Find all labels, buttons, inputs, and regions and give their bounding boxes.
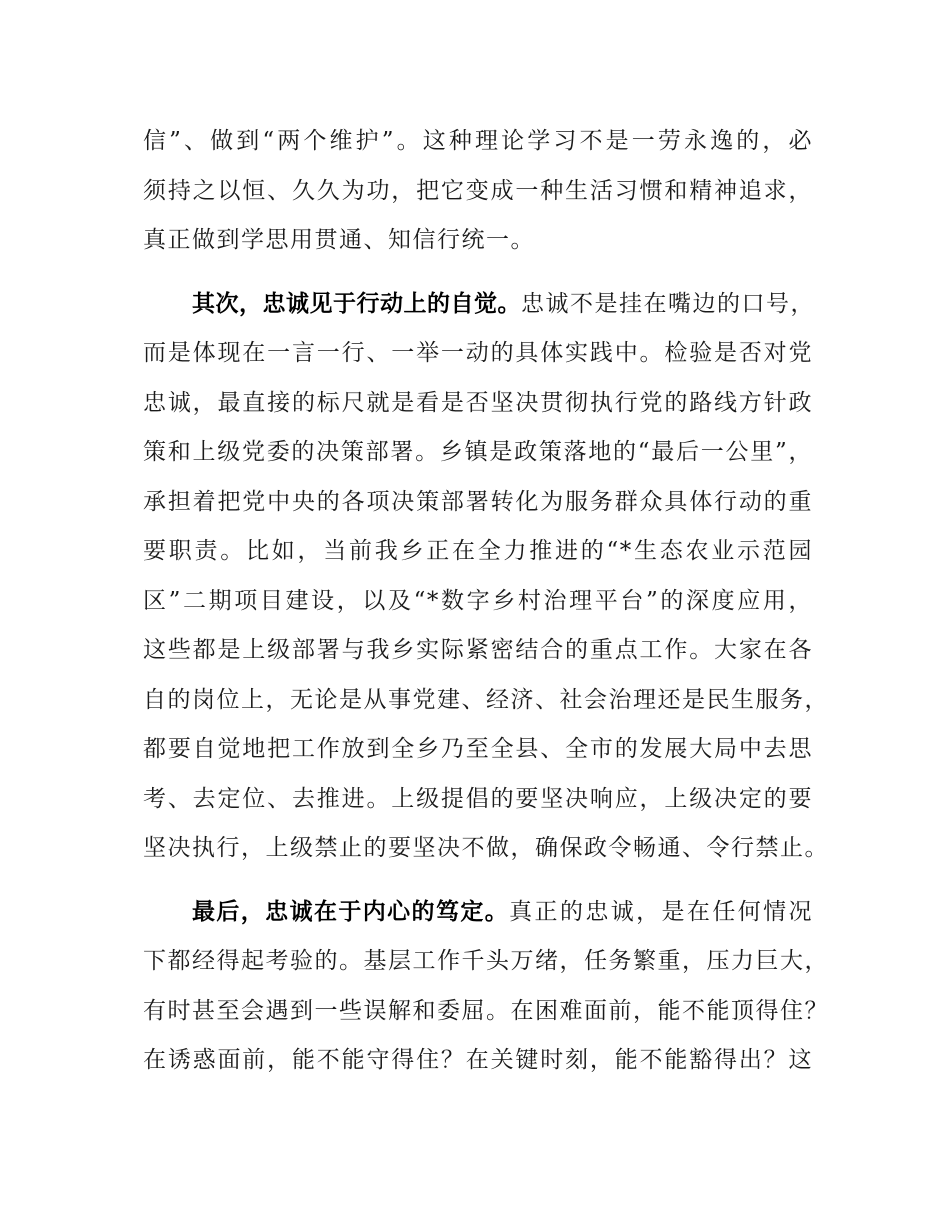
paragraph-loyalty-in-heart <box>143 888 829 1086</box>
paragraph-lead-heading: 最后，忠诚在于内心的笃定。 <box>192 898 510 925</box>
paragraph-theory-study <box>143 117 813 266</box>
text-line: 忠诚，最直接的标尺就是看是否坚决贯彻执行党的路线方针政 <box>143 389 813 416</box>
text-line: 区”二期项目建设，以及“*数字乡村治理平台”的深度应用， <box>143 587 813 614</box>
text-line: 信”、做到“两个维护”。这种理论学习不是一劳永逸的，必 <box>143 128 813 154</box>
paragraph-lead-heading: 其次，忠诚见于行动上的自觉。 <box>192 290 521 317</box>
text-line: 而是体现在一言一行、一举一动的具体实践中。检验是否对党 <box>143 340 813 366</box>
document-page <box>143 117 829 1086</box>
text-segment: 忠诚不是挂在嘴边的口号， <box>521 290 815 317</box>
text-line: 坚决执行，上级禁止的要坚决不做，确保政令畅通、令行禁止。 <box>143 835 829 861</box>
text-segment: 真正的忠诚，是在任何情况 <box>509 898 814 925</box>
text-line: 须持之以恒、久久为功，把它变成一种生活习惯和精神追求， <box>143 177 813 204</box>
text-line: 自的岗位上，无论是从事党建、经济、社会治理还是民生服务， <box>143 686 829 713</box>
text-line: 有时甚至会遇到一些误解和委屈。在困难面前，能不能顶得住？ <box>143 997 829 1024</box>
text-line: 要职责。比如，当前我乡正在全力推进的“*生态农业示范园 <box>143 538 813 564</box>
text-line: 考、去定位、去推进。上级提倡的要坚决响应，上级决定的要 <box>143 785 813 812</box>
text-line-first <box>143 280 813 330</box>
text-line: 下都经得起考验的。基层工作千头万绪，任务繁重，压力巨大， <box>143 948 829 974</box>
text-line: 在诱惑面前，能不能守得住？在关键时刻，能不能豁得出？这 <box>143 1047 813 1073</box>
text-line: 都要自觉地把工作放到全乡乃至全县、全市的发展大局中去思 <box>143 736 813 762</box>
text-line: 这些都是上级部署与我乡实际紧密结合的重点工作。大家在各 <box>143 637 813 663</box>
text-line-first <box>143 888 813 938</box>
paragraph-loyalty-in-action <box>143 280 829 874</box>
text-line: 承担着把党中央的各项决策部署转化为服务群众具体行动的重 <box>143 488 813 515</box>
text-line: 真正做到学思用贯通、知信行统一。 <box>143 227 535 253</box>
text-line: 策和上级党委的决策部署。乡镇是政策落地的“最后一公里”， <box>143 439 813 465</box>
